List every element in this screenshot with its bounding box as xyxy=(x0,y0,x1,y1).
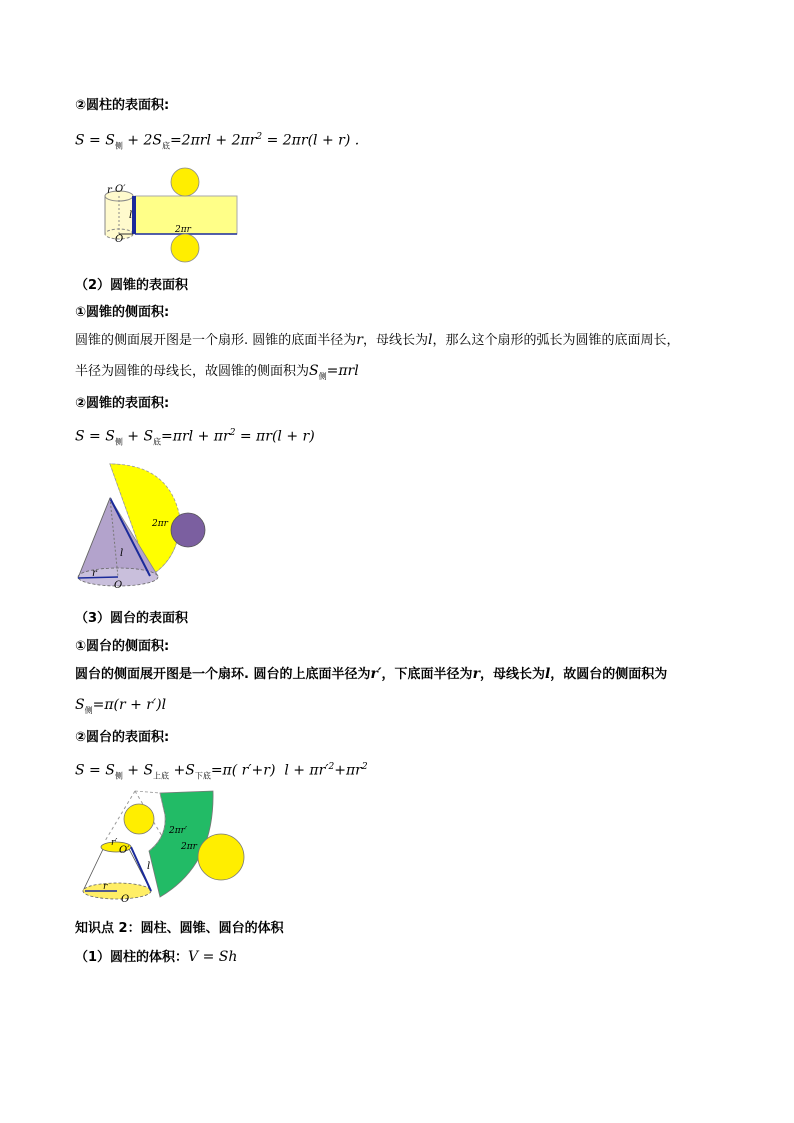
cyl-arc-label: 2πr xyxy=(175,225,191,235)
cone-surface-formula: $S = S_侧 + S_底=\pi rl + \pi r^2 = \pi r(l + r)$ xyxy=(75,428,315,447)
cone-arc-label: 2πr xyxy=(152,519,168,529)
cone-lateral-desc: 圆锥的侧面展开图是一个扇形. 圆锥的底面半径为r，母线长为l，那么这个扇形的弧长为圆锥的底面周长， 半径为圆锥的母线长，故圆锥的侧面积为$S_侧=\pi rl$ xyxy=(75,332,680,381)
cone-surface-heading: ②圆锥的表面积: xyxy=(75,396,170,411)
frustum-net-figure xyxy=(75,785,255,910)
frustum-obottom-label: O xyxy=(121,894,130,905)
cyl-r-label: r xyxy=(107,185,112,196)
frustum-arc-bottom-label: 2πr xyxy=(181,842,197,852)
frustum-lateral-heading: ①圆台的侧面积: xyxy=(75,639,170,654)
cone-r-label: r xyxy=(92,568,97,579)
cone-section-title: （2）圆锥的表面积 xyxy=(75,278,189,293)
cone-l-label: l xyxy=(120,548,124,559)
cone-lateral-heading: ①圆锥的侧面积: xyxy=(75,305,170,320)
frustum-section-title: （3）圆台的表面积 xyxy=(75,611,189,626)
cylinder-surface-heading: ②圆柱的表面积: xyxy=(75,98,170,113)
cyl-otop-label: O′ xyxy=(115,184,126,195)
volume-heading: 知识点 2：圆柱、圆锥、圆台的体积 xyxy=(75,921,284,936)
frustum-rtop-label: r′ xyxy=(111,838,118,848)
cylinder-volume-line: （1）圆柱的体积：V = Sh xyxy=(75,949,238,965)
frustum-surface-heading: ②圆台的表面积: xyxy=(75,730,170,745)
frustum-arc-top-label: 2πr′ xyxy=(169,826,187,836)
frustum-l-label: l xyxy=(147,861,151,872)
frustum-otop-label: O′ xyxy=(119,845,130,856)
frustum-lateral-desc: 圆台的侧面展开图是一个扇环. 圆台的上底面半径为r′，下底面半径为r，母线长为l，故圆台的侧面积为 $S_侧=\pi(r + r')l$ xyxy=(75,666,668,715)
cone-o-label: O xyxy=(114,580,123,591)
cyl-l-label: l xyxy=(129,210,133,221)
frustum-rbottom-label: r xyxy=(103,882,108,892)
frustum-surface-formula: $S = S_侧 + S_{上底} +S_{下底}=\pi$( r′+r) $l + \pi r'^2+\pi r^2$ xyxy=(75,762,368,781)
cone-net-figure xyxy=(70,458,220,600)
cylinder-surface-formula: $S = S_侧 + 2S_底=2\pi rl + 2\pi r^2 = 2\pi r(l + r)$ . xyxy=(75,132,360,151)
cylinder-net-figure xyxy=(95,162,255,264)
cyl-obottom-label: O xyxy=(115,234,124,245)
